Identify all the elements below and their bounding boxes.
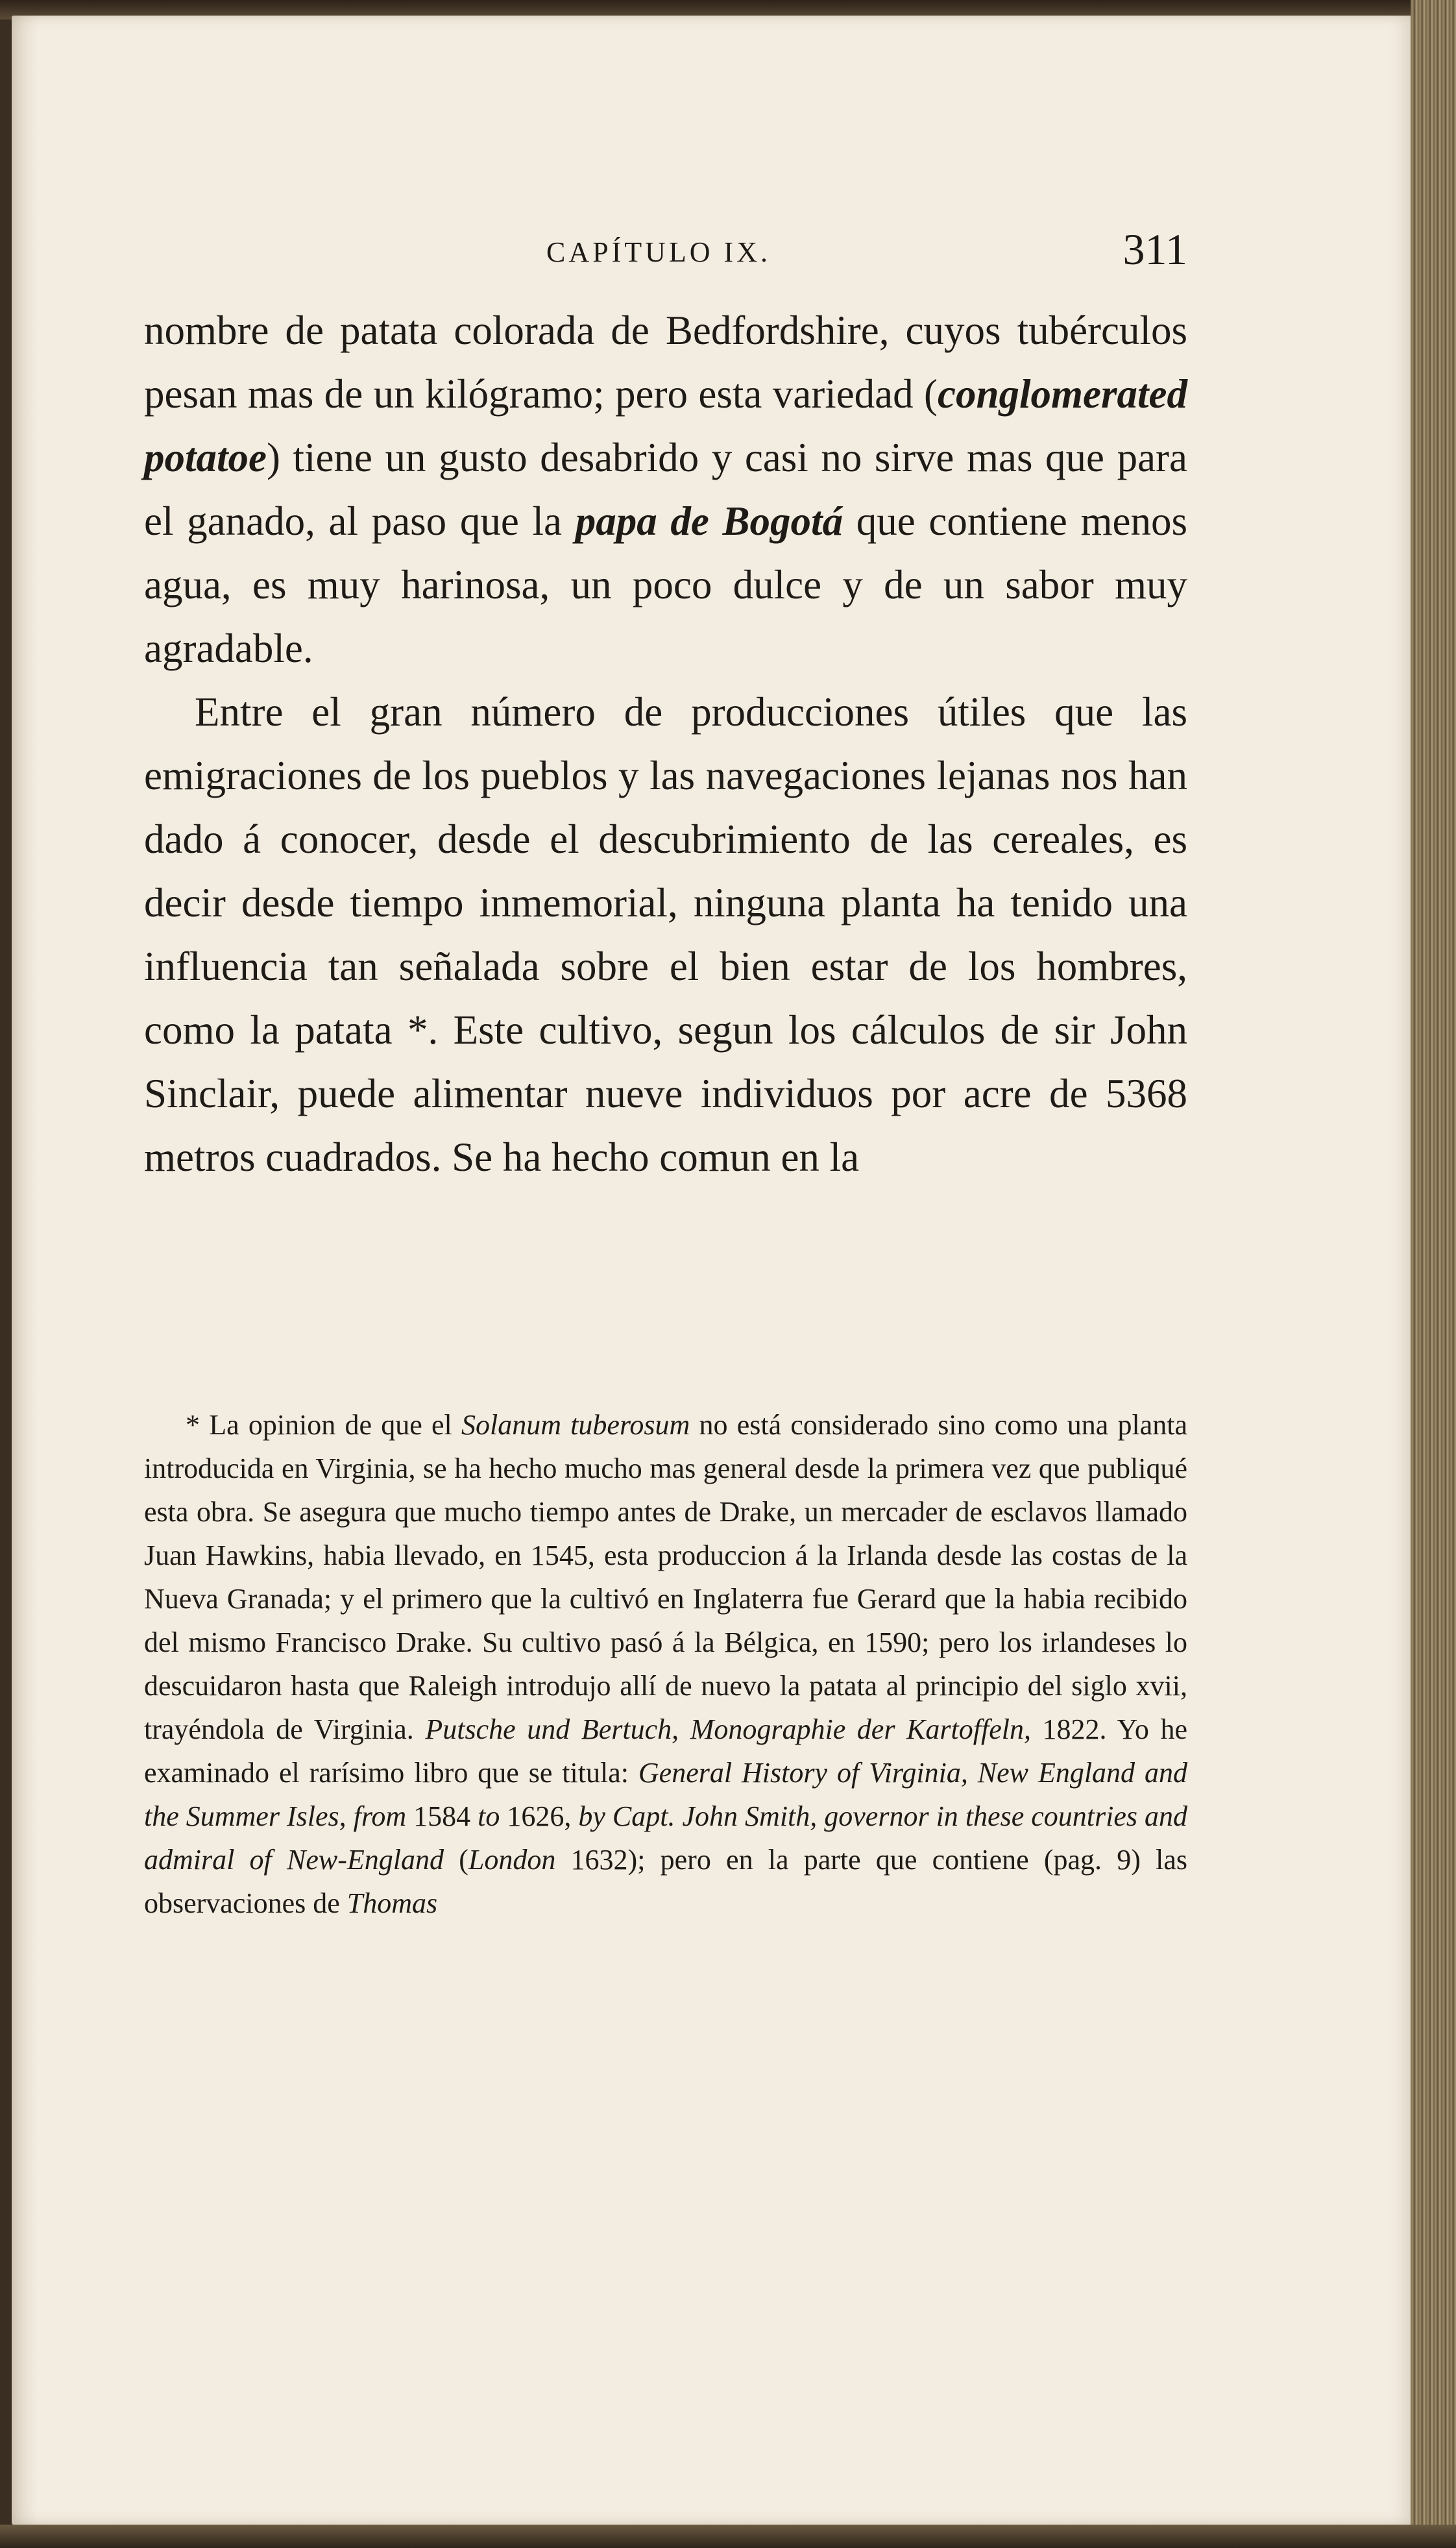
book-bottom-edge <box>0 2525 1456 2548</box>
running-head: CAPÍTULO IX. <box>546 236 771 268</box>
text-run: ( <box>443 1844 468 1876</box>
italic-title: by Capt. John Smith, governor in these countries and admiral of New-England <box>144 1800 1187 1876</box>
paragraph-1 <box>144 299 1187 680</box>
italic-title: General History of Virginia, New England and the Summer Isles, from <box>144 1757 1187 1832</box>
italic-term: conglomerated potatoe <box>144 371 1187 480</box>
page-edges <box>1411 0 1456 2548</box>
page-header <box>144 224 1187 282</box>
text-run: * La opinion de que el <box>186 1409 461 1441</box>
text-run: 1822. Yo he examinado el rarísimo libro que se titula: <box>144 1713 1187 1789</box>
italic-term: Thomas <box>346 1887 438 1919</box>
main-text <box>144 299 1187 1189</box>
italic-term: papa de Bogotá <box>575 498 843 544</box>
footnote <box>144 1403 1187 1925</box>
text-run: nombre de patata colorada de Bedfordshire, cuyos tubérculos pesan mas de un kilógramo; pero esta variedad ( <box>144 308 1187 417</box>
page-number: 311 <box>1122 225 1187 274</box>
paragraph-2: Entre el gran número de producciones útiles que las emigraciones de los pueblos y las navegaciones lejanas nos han dado á conocer, desde el descubrimiento de las cereales, es decir desde tiempo inmemorial, ninguna planta ha tenido una influencia tan señalada sobre el bien estar de los hombres, como la patata *. Este cultivo, segun los cálculos de sir John Sinclair, puede alimentar nueve individuos por acre de 5368 metros cuadrados. Se ha hecho comun en la <box>144 689 1187 1180</box>
italic-term: London <box>468 1844 556 1876</box>
italic-term: to <box>478 1800 500 1832</box>
text-run: 1584 <box>406 1800 478 1832</box>
gutter-shadow <box>12 16 38 2525</box>
text-run: 1632); pero en la parte que contiene (pag. 9) las observaciones de <box>144 1844 1188 1919</box>
italic-term: Solanum tuberosum <box>461 1409 690 1441</box>
text-run: 1626, <box>500 1800 579 1832</box>
italic-citation: Putsche und Bertuch, Monographie der Kartoffeln, <box>425 1713 1031 1745</box>
text-run: ) tiene un gusto desabrido y casi no sirve mas que para el ganado, al paso que la <box>144 435 1187 544</box>
text-run: que contiene menos agua, es muy harinosa, un poco dulce y de un sabor muy agradable. <box>144 498 1188 671</box>
text-run: no está considerado sino como una planta introducida en Virginia, se ha hecho mucho mas general desde la primera vez que publiqué esta obra. Se asegura que mucho tiempo antes de Drake, un mercader de esclavos llamado Juan Hawkins, habia llevado, en 1545, esta produccion á la Irlanda desde las costas de la Nueva Granada; y el primero que la cultivó en Inglaterra fue Gerard que la habia recibido del mismo Francisco Drake. Su cultivo pasó á la Bélgica, en 1590; pero los irlandeses lo descuidaron hasta que Raleigh introdujo allí de nuevo la patata al principio del siglo xvii, trayéndola de Virginia. <box>144 1409 1187 1745</box>
footnote-paragraph <box>144 1403 1187 1925</box>
